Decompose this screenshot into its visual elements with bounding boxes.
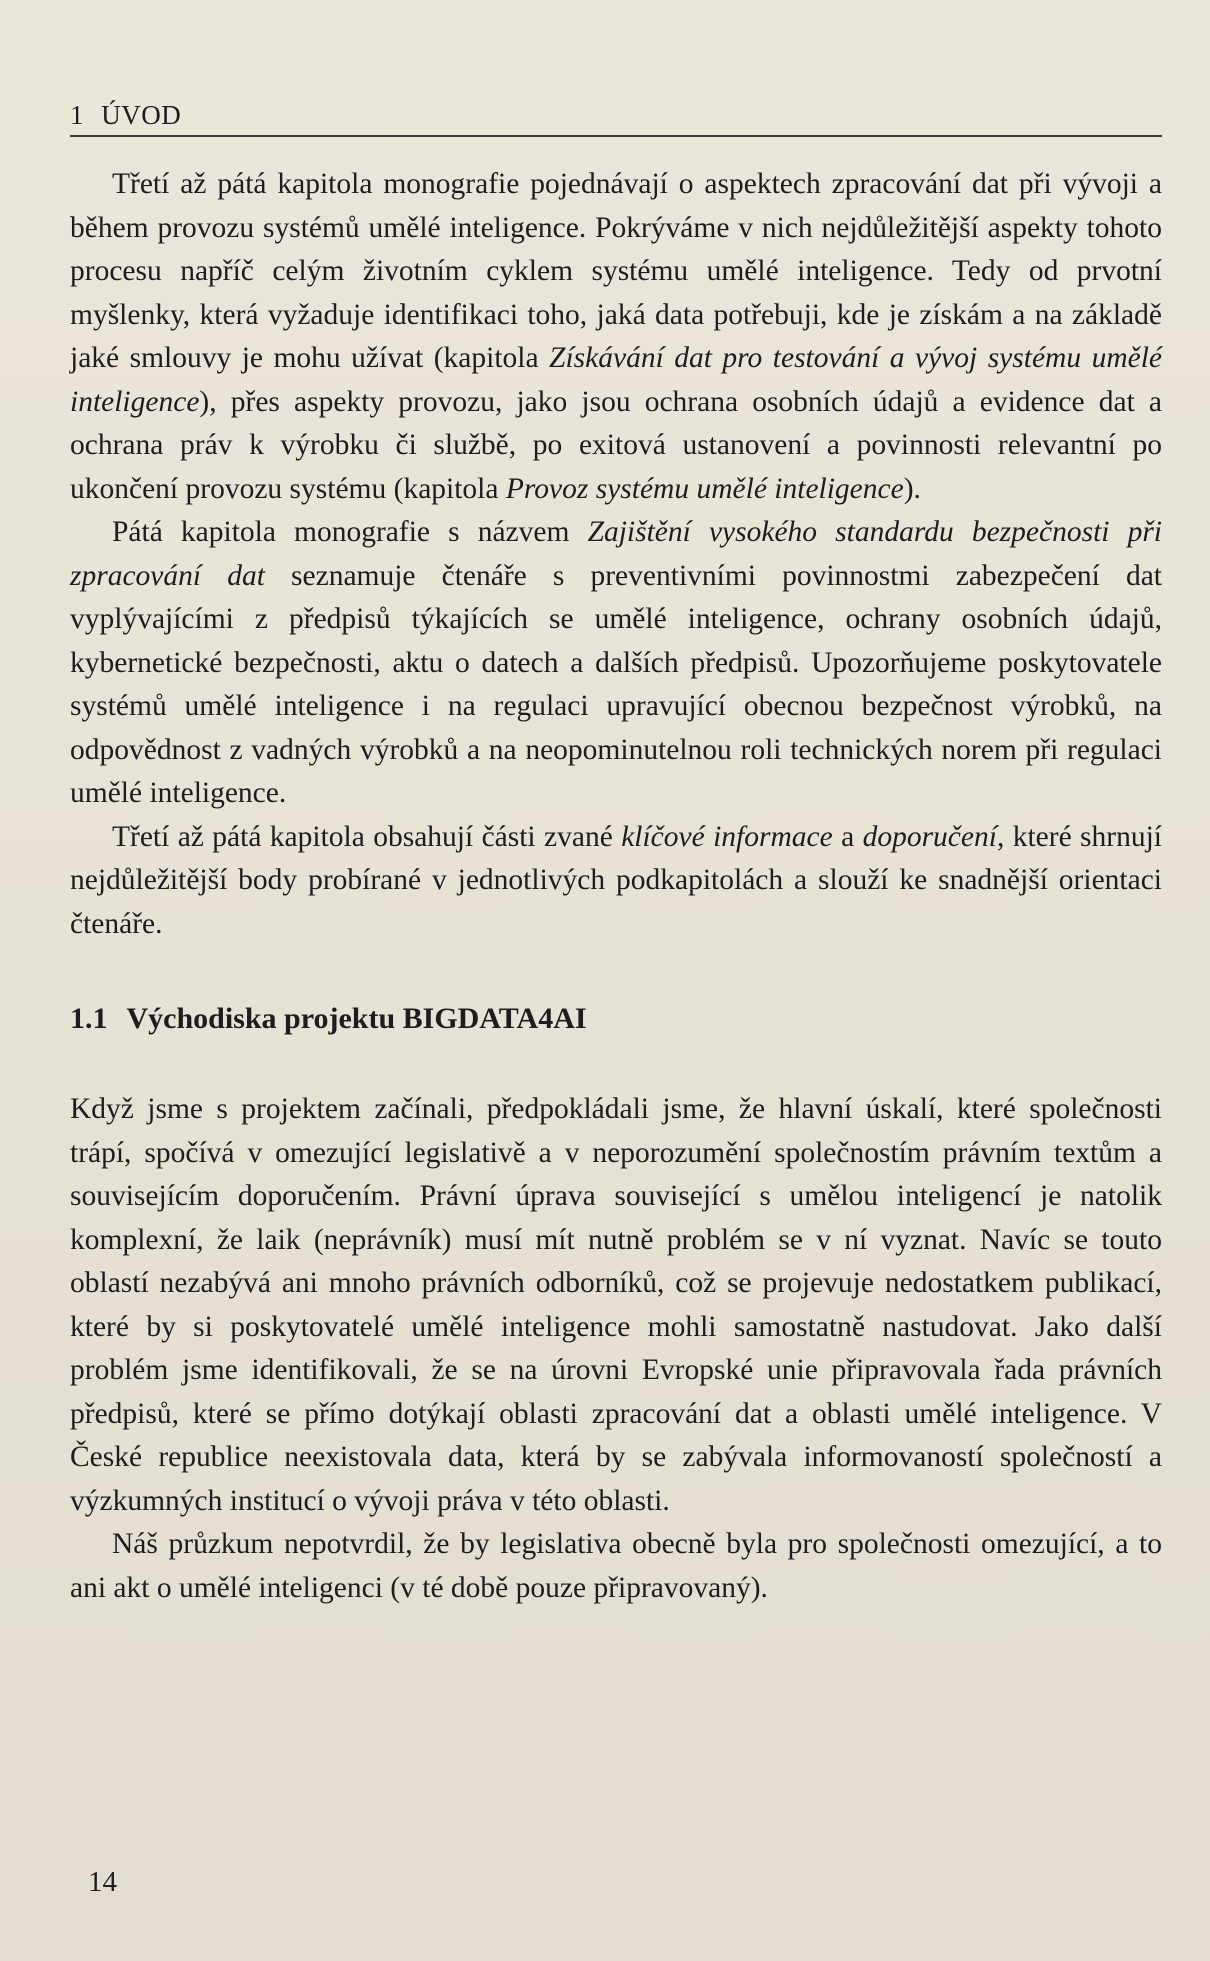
italic-text: klíčové informace xyxy=(621,820,833,853)
text-run: ), přes aspekty provozu, jako jsou ochrana osobních údajů a evidence dat a ochrana práv k výrobku či službě, po exitová ustanovení a povinnosti relevantní po ukončení provozu systému (kapitola xyxy=(70,385,1162,505)
paragraph xyxy=(70,1088,1162,1523)
italic-text: doporučení xyxy=(862,820,997,853)
page-number: 14 xyxy=(88,1866,117,1898)
chapter-number: 1 xyxy=(70,100,84,130)
text-run: Pátá kapitola monografie s názvem xyxy=(112,516,588,548)
text-run: Třetí až pátá kapitola monografie pojednávají o aspektech zpracování dat při vývoji a během provozu systémů umělé inteligence. Pokrýváme v nich nejdůležitější aspekty tohoto procesu napříč celým životním cyklem systému umělé inteligence. Tedy od prvotní myšlenky, která vyžaduje identifikaci toho, jaká data potřebuji, kde je získám a na základě jaké smlouvy je mohu užívat (kapitola xyxy=(70,168,1162,374)
text-run: ). xyxy=(903,472,921,505)
running-head xyxy=(70,100,1162,137)
text-run: , které shrnují nejdůležitější body probírané v jednotlivých podkapitolách a slouží ke snadnější orientaci čtenáře. xyxy=(70,820,1163,940)
italic-text: Získávání dat pro testování a vývoj systému umělé inteligence xyxy=(70,342,1163,418)
text-run: Třetí až pátá kapitola obsahují části zvané xyxy=(112,820,622,853)
section-number: 1.1 xyxy=(70,1002,108,1035)
italic-text: Provoz systému umělé inteligence xyxy=(505,472,904,505)
section-title: Východiska projektu BIGDATA4AI xyxy=(126,1002,587,1035)
paragraph xyxy=(70,511,1162,816)
section-heading xyxy=(70,1002,1162,1036)
text-run: seznamuje čtenáře s preventivními povinnostmi zabezpečení dat vyplývajícími z předpisů týkajících se umělé inteligence, ochrany osobních údajů, kybernetické bezpečnosti, aktu o datech a dalších předpisů. Upozorňujeme poskytovatele systémů umělé inteligence i na regulaci upravující obecnou bezpečnost výrobků, na odpovědnost z vadných výrobků a na neopominutelnou roli technických norem při regulaci umělé inteligence. xyxy=(70,559,1162,809)
text-run: a xyxy=(832,820,863,853)
text-run: Když jsme s projektem začínali, předpokládali jsme, že hlavní úskalí, které společnosti trápí, spočívá v omezující legislativě a v neporozumění společnostím právním textům a souvisejícím doporučením. Právní úprava související s umělou inteligencí je natolik komplexní, že laik (neprávník) musí mít nutně problém se v ní vyznat. Navíc se touto oblastí nezabývá ani mnoho právních odborníků, což se projevuje nedostatkem publikací, které by si poskytovatelé umělé inteligence mohli samostatně nastudovat. Jako další problém jsme identifikovali, že se na úrovni Evropské unie připravovala řada právních předpisů, které se přímo dotýkají oblasti zpracování dat a oblasti umělé inteligence. V České republice neexistovala data, která by se zabývala informovaností společností a výzkumných institucí o vývoji práva v této oblasti. xyxy=(70,1093,1162,1517)
paragraph xyxy=(70,163,1162,511)
chapter-title: ÚVOD xyxy=(101,100,182,130)
paragraph xyxy=(70,816,1162,947)
paragraph xyxy=(70,1523,1162,1610)
italic-text: Zajištění vysokého standardu bezpečnosti při zpracování dat xyxy=(70,516,1162,592)
text-run: Náš průzkum nepotvrdil, že by legislativa obecně byla pro společnosti omezující, a to ani akt o umělé inteligenci (v té době pouze připravovaný). xyxy=(70,1528,1162,1604)
